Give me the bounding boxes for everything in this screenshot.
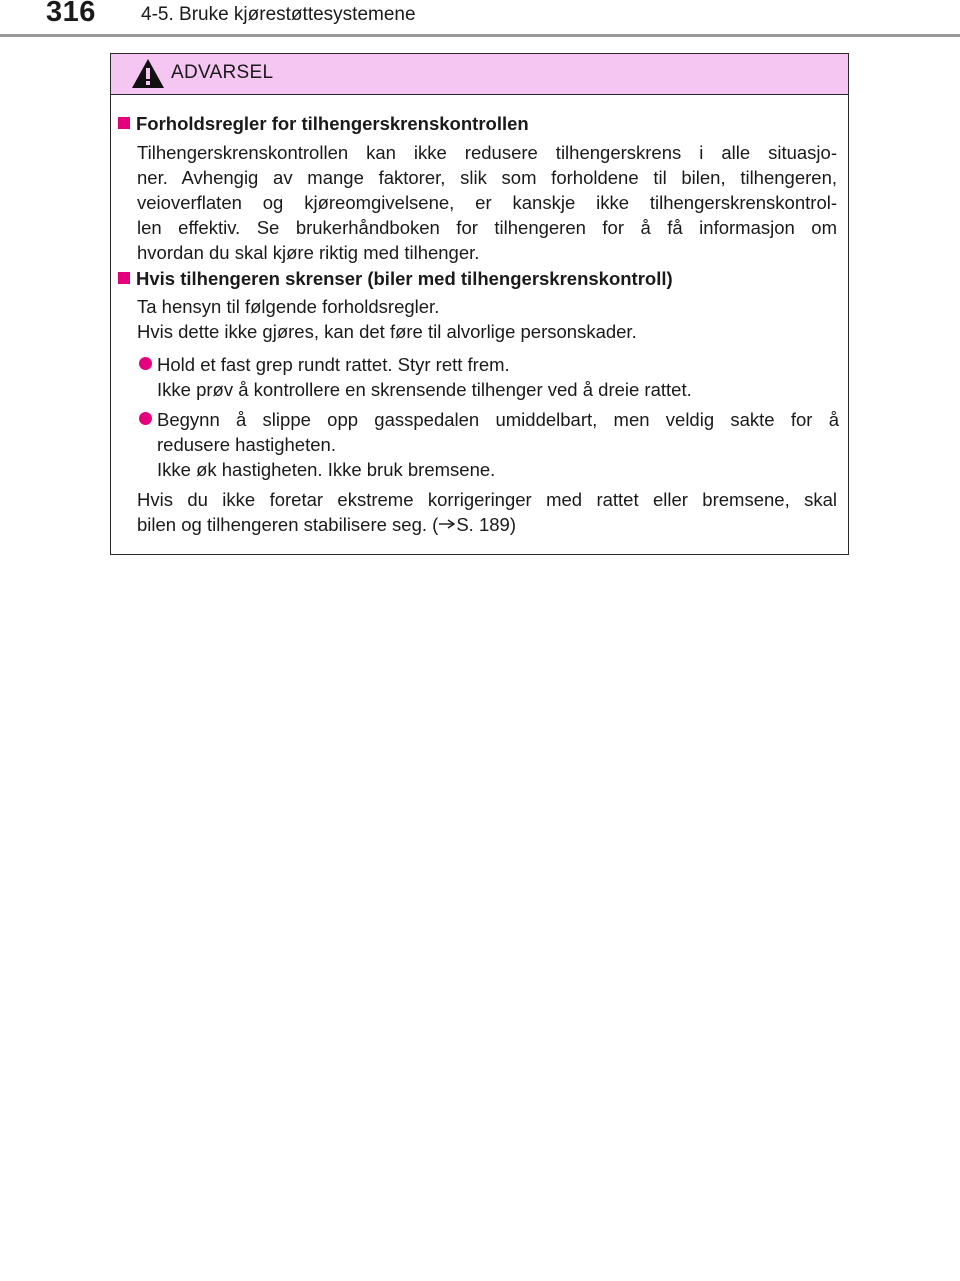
- square-bullet-icon: [118, 272, 130, 284]
- warning-header: [111, 54, 848, 95]
- paragraph-line: len effektiv. Se brukerhåndboken for tilhengeren for å få informasjon om: [137, 217, 837, 238]
- section-heading-2: [118, 268, 673, 290]
- section-2-intro: [137, 294, 837, 344]
- square-bullet-icon: [118, 117, 130, 129]
- page-reference-link[interactable]: S. 189): [456, 514, 516, 535]
- page-number: 316: [46, 0, 96, 28]
- bullet-line: redusere hastigheten.: [157, 434, 336, 455]
- warning-box: [110, 53, 849, 555]
- paragraph-line: ner. Avhengig av mange faktorer, slik som forholdene til bilen, tilhengeren,: [137, 167, 837, 188]
- bullet-line: Hold et fast grep rundt rattet. Styr rett frem.: [157, 354, 510, 375]
- section-1-paragraph: [137, 140, 837, 265]
- section-heading-1: [118, 113, 529, 135]
- paragraph-line: Hvis du ikke foretar ekstreme korrigeringer med rattet eller bremsene, skal: [137, 489, 837, 510]
- closing-text: bilen og tilhengeren stabilisere seg. (: [137, 514, 439, 535]
- round-bullet-icon: [139, 357, 152, 370]
- bullet-line: Ikke prøv å kontrollere en skrensende tilhenger ved å dreie rattet.: [157, 379, 692, 400]
- section-title: 4-5. Bruke kjørestøttesystemene: [141, 4, 416, 25]
- section-heading-2-text: Hvis tilhengeren skrenser (biler med tilhengerskrenskontroll): [136, 268, 673, 289]
- section-2-closing: [137, 487, 837, 537]
- warning-label: ADVARSEL: [171, 62, 274, 83]
- warning-triangle-icon: [131, 58, 165, 89]
- page-header: [0, 0, 960, 40]
- bullet-line: Begynn å slippe opp gasspedalen umiddelbart, men veldig sakte for å: [157, 409, 839, 430]
- header-divider: [0, 34, 960, 37]
- paragraph-line: Ta hensyn til følgende forholdsregler.: [137, 296, 440, 317]
- round-bullet-icon: [139, 412, 152, 425]
- paragraph-line: hvordan du skal kjøre riktig med tilhenger.: [137, 242, 480, 263]
- paragraph-line-with-reference: [137, 512, 837, 537]
- paragraph-line: Hvis dette ikke gjøres, kan det føre til alvorlige personskader.: [137, 321, 637, 342]
- paragraph-line: Tilhengerskrenskontrollen kan ikke redusere tilhengerskrens i alle situasjo-: [137, 142, 837, 163]
- arrow-right-icon: [438, 518, 456, 530]
- bullet-line: Ikke øk hastigheten. Ikke bruk bremsene.: [157, 459, 496, 480]
- section-heading-1-text: Forholdsregler for tilhengerskrenskontrollen: [136, 113, 529, 134]
- paragraph-line: veioverflaten og kjøreomgivelsene, er kanskje ikke tilhengerskrenskontrol-: [137, 192, 837, 213]
